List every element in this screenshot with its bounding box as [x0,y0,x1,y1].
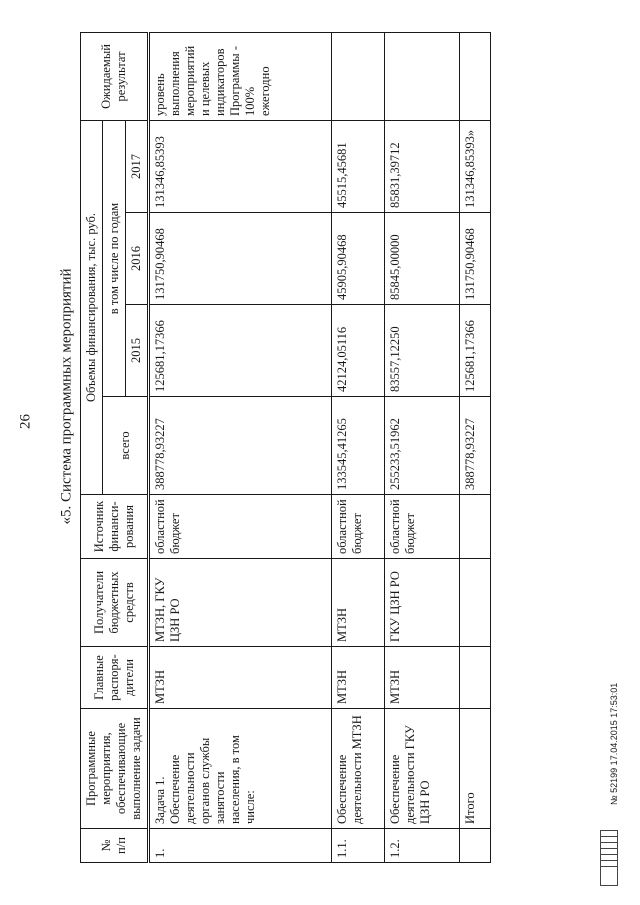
cell-recipient: МТЗН, ГКУ ЦЗН РО [149,559,332,647]
cell-total: 133545,41265 [332,397,385,495]
cell-recipient [459,559,491,647]
col-header-2016: 2016 [126,213,149,305]
section-heading: «5. Система программных мероприятий [58,268,75,525]
cell-result [385,32,459,120]
col-header-programs: Программные мероприятия, обеспечивающие выполнение задачи [81,709,149,829]
cell-program: Итого [459,709,491,829]
col-header-result: Ожидаемый результат [81,32,149,120]
cell-result: уровень выполнения мероприятий и целевых индикаторов Программы - 100% ежегодно [149,32,332,120]
table-row-total [459,32,491,862]
cell-source: областной бюджет [149,495,332,559]
registration-stamp-text: № 52199 17.04.2015 17:53:01 [609,682,619,805]
cell-source: областной бюджет [332,495,385,559]
cell-2016: 45905,90468 [332,213,385,305]
cell-total: 388778,93227 [149,397,332,495]
cell-manager [459,647,491,709]
col-header-2015: 2015 [126,305,149,397]
cell-2017: 131346,85393 [149,120,332,212]
cell-program: Задача 1. Обеспечение деятельности органов службы занятости населения, в том числе: [149,709,332,829]
cell-program: Обеспечение деятельности МТЗН [332,709,385,829]
col-header-2017: 2017 [126,120,149,212]
table-container [80,33,490,863]
col-header-by-year: в том числе по годам [103,120,126,396]
cell-manager: МТЗН [385,647,459,709]
col-header-funding: Объемы финансирования, тыс. руб. [81,120,103,494]
cell-result [459,32,491,120]
col-header-recipients: Получатели бюджетных средств [81,559,149,647]
cell-result [332,32,385,120]
program-table [80,32,491,863]
cell-num: 1. [149,829,332,863]
cell-source: областной бюджет [385,495,459,559]
cell-2017: 131346,85393» [459,120,491,212]
cell-program: Обеспечение деятельности ГКУ ЦЗН РО [385,709,459,829]
col-header-managers: Главные распоря-дители [81,647,149,709]
col-header-num: № п/п [81,829,149,863]
cell-recipient: МТЗН [332,559,385,647]
cell-total: 255233,51962 [385,397,459,495]
cell-2015: 125681,17366 [459,305,491,397]
page-number: 26 [17,414,34,429]
table-row [332,32,385,862]
cell-source [459,495,491,559]
cell-2015: 42124,05116 [332,305,385,397]
cell-num: 1.1. [332,829,385,863]
col-header-source: Источник финанси-рования [81,495,149,559]
barcode-seal-icon [600,830,618,886]
cell-manager: МТЗН [332,647,385,709]
cell-2015: 83557,12250 [385,305,459,397]
table-row [385,32,459,862]
cell-total: 388778,93227 [459,397,491,495]
cell-2017: 85831,39712 [385,120,459,212]
cell-2016: 131750,90468 [149,213,332,305]
cell-recipient: ГКУ ЦЗН РО [385,559,459,647]
col-header-total: всего [103,397,149,495]
cell-num: 1.2. [385,829,459,863]
cell-2015: 125681,17366 [149,305,332,397]
table-row [149,32,332,862]
cell-manager: МТЗН [149,647,332,709]
cell-2017: 45515,45681 [332,120,385,212]
cell-2016: 131750,90468 [459,213,491,305]
cell-num [459,829,491,863]
cell-2016: 85845,00000 [385,213,459,305]
